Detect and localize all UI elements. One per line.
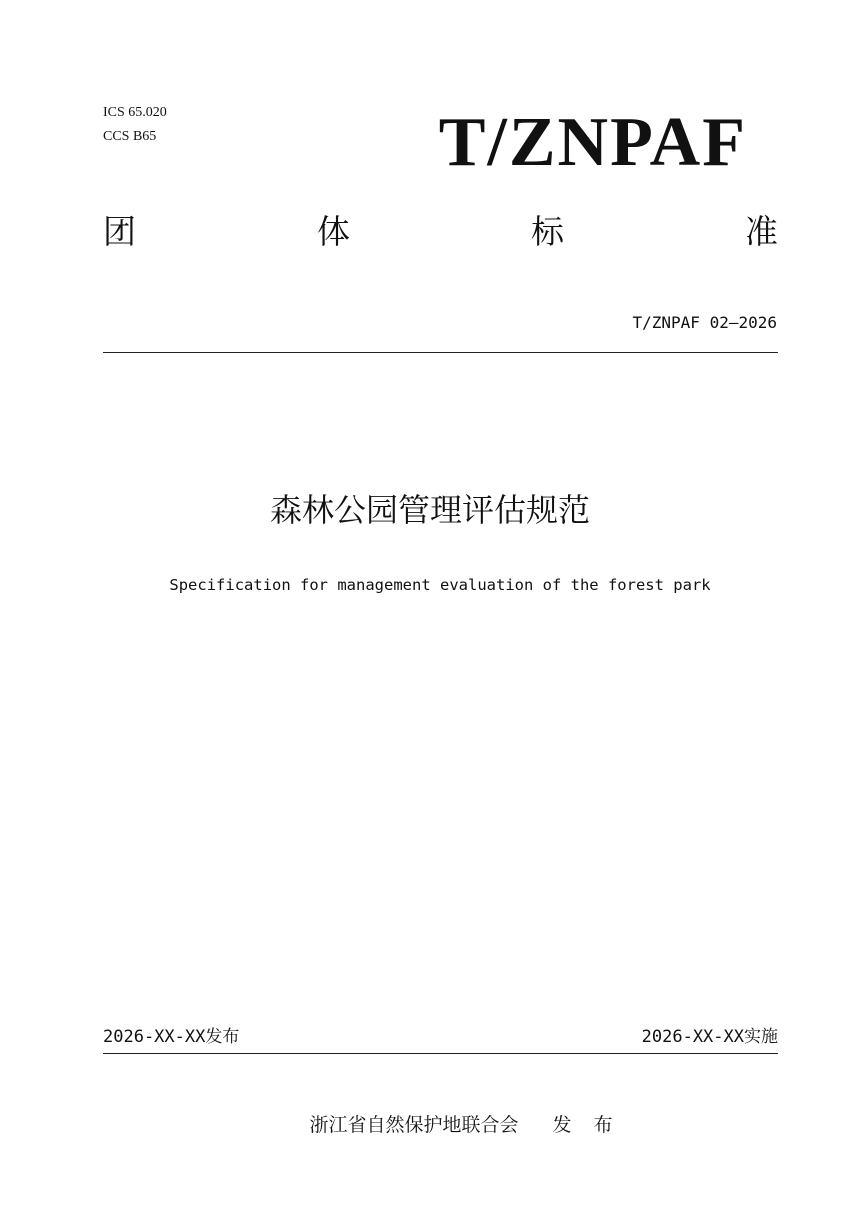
standard-number: T/ZNPAF 02—2026 xyxy=(632,313,777,332)
date-row xyxy=(103,1026,778,1048)
standard-type-char: 标 xyxy=(531,212,564,251)
implement-date-block xyxy=(642,1026,778,1048)
document-title-chinese: 森林公园管理评估规范 xyxy=(269,491,590,529)
ccs-code: CCS B65 xyxy=(103,129,157,144)
standard-type-char: 体 xyxy=(317,212,350,251)
publish-action: 发 布 xyxy=(552,1114,621,1136)
header-divider xyxy=(103,352,778,353)
standard-type-char: 准 xyxy=(745,212,778,251)
release-date-block xyxy=(103,1026,239,1048)
standard-type-heading xyxy=(103,212,778,252)
publisher-line xyxy=(0,1112,860,1138)
release-label: 发布 xyxy=(205,1027,240,1047)
footer-divider xyxy=(103,1053,778,1054)
release-date: 2026-XX-XX xyxy=(103,1027,206,1047)
document-title-english: Specification for management evaluation of the forest park xyxy=(169,576,711,594)
ics-code: ICS 65.020 xyxy=(103,105,167,120)
standard-type-char: 团 xyxy=(103,212,136,251)
publisher-name: 浙江省自然保护地联合会 xyxy=(309,1114,519,1136)
standard-code-logo: T/ZNPAF xyxy=(438,104,747,181)
implement-date: 2026-XX-XX xyxy=(641,1027,744,1047)
implement-label: 实施 xyxy=(744,1027,778,1047)
